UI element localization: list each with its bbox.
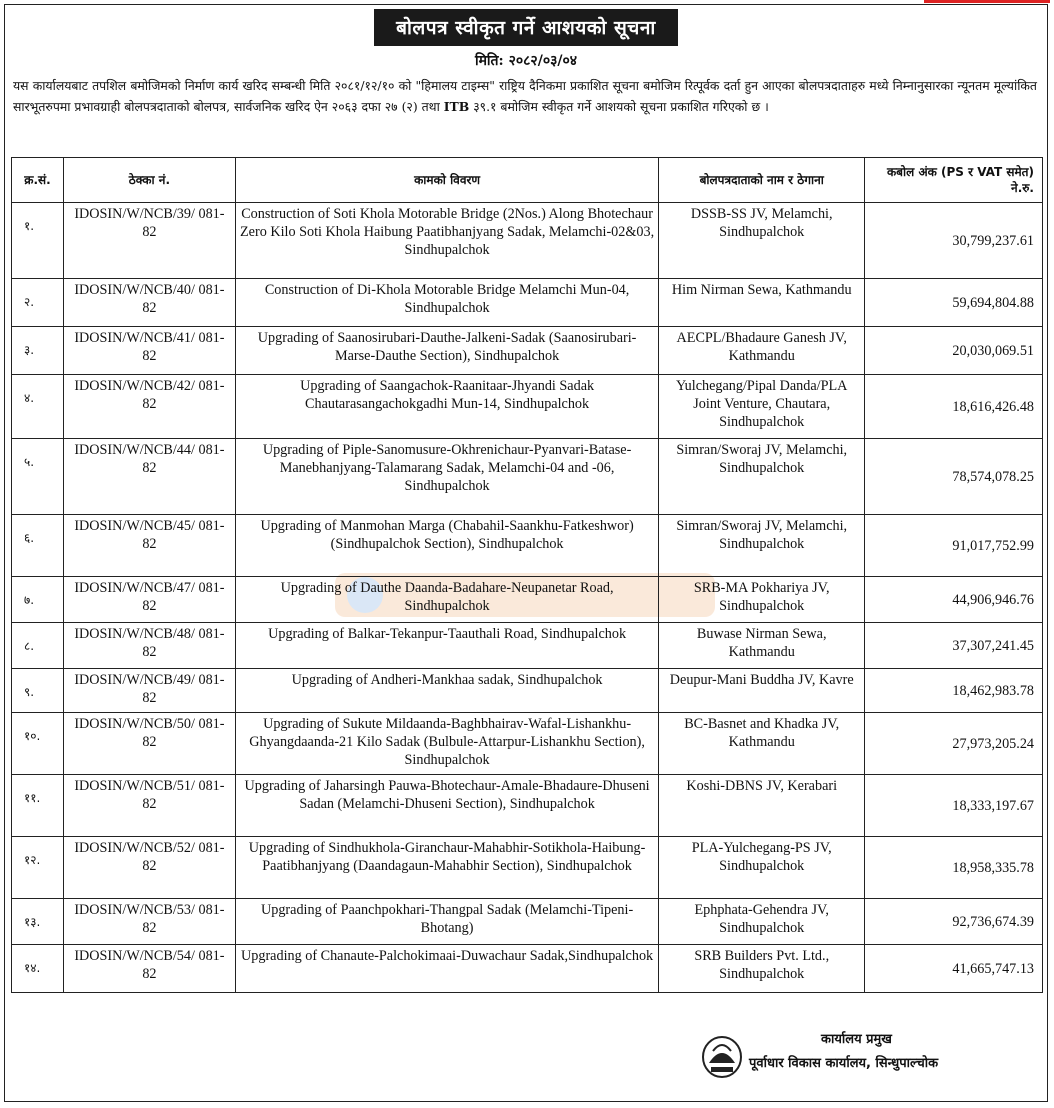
row-bid-amount: 91,017,752.99 [865,515,1043,577]
row-bidder-name: Him Nirman Sewa, Kathmandu [659,279,865,327]
table-row [12,327,1043,375]
row-bid-amount: 92,736,674.39 [865,899,1043,945]
row-bidder-name: Simran/Sworaj JV, Melamchi, Sindhupalchok [659,515,865,577]
row-contract-number: IDOSIN/W/NCB/44/ 081-82 [63,439,235,515]
table-row [12,623,1043,669]
row-bid-amount: 78,574,078.25 [865,439,1043,515]
nepal-government-emblem-icon [701,1033,743,1079]
table-row [12,669,1043,713]
corner-accent-bar [924,0,1050,3]
row-contract-number: IDOSIN/W/NCB/42/ 081-82 [63,375,235,439]
table-row [12,203,1043,279]
row-contract-number: IDOSIN/W/NCB/45/ 081-82 [63,515,235,577]
row-work-description: Upgrading of Jaharsingh Pauwa-Bhotechaur-Amale-Bhadaure-Dhuseni Sadan (Melamchi-Dhuseni Section), Sindhupalchok [235,775,658,837]
row-serial-number: ६. [12,515,64,577]
row-contract-number: IDOSIN/W/NCB/41/ 081-82 [63,327,235,375]
row-contract-number: IDOSIN/W/NCB/53/ 081-82 [63,899,235,945]
row-bid-amount: 44,906,946.76 [865,577,1043,623]
row-serial-number: १३. [12,899,64,945]
table-row [12,945,1043,993]
row-work-description: Construction of Soti Khola Motorable Bridge (2Nos.) Along Bhotechaur Zero Kilo Soti Khola Haibung Paatibhanjyang Sadak, Melamchi-02&03, Sindhupalchok [235,203,658,279]
row-serial-number: ९. [12,669,64,713]
row-work-description: Upgrading of Sindhukhola-Giranchaur-Mahabhir-Sotikhola-Haibung-Paatibhanjyang (Daandagaun-Mahabhir Section), Sindhupalchok [235,837,658,899]
notice-intro [13,75,1037,117]
row-work-description: Construction of Di-Khola Motorable Bridge Melamchi Mun-04, Sindhupalchok [235,279,658,327]
row-serial-number: ११. [12,775,64,837]
table-row [12,515,1043,577]
row-serial-number: १२. [12,837,64,899]
row-work-description: Upgrading of Chanaute-Palchokimaai-Duwachaur Sadak,Sindhupalchok [235,945,658,993]
row-contract-number: IDOSIN/W/NCB/50/ 081-82 [63,713,235,775]
award-table [11,157,1043,993]
row-bid-amount: 27,973,205.24 [865,713,1043,775]
row-work-description: Upgrading of Andheri-Mankhaa sadak, Sindhupalchok [235,669,658,713]
office-name: पूर्वाधार विकास कार्यालय, सिन्धुपाल्चोक [749,1056,939,1071]
row-bid-amount: 30,799,237.61 [865,203,1043,279]
row-serial-number: ५. [12,439,64,515]
row-work-description: Upgrading of Saanosirubari-Dauthe-Jalkeni-Sadak (Saanosirubari-Marse-Dauthe Section), Sindhupalchok [235,327,658,375]
row-work-description: Upgrading of Piple-Sanomusure-Okhrenichaur-Pyanvari-Batase-Manebhanjyang-Talamarang Sadak, Melamchi-04 and -06, Sindhupalchok [235,439,658,515]
row-serial-number: १४. [12,945,64,993]
row-bidder-name: Koshi-DBNS JV, Kerabari [659,775,865,837]
row-serial-number: १०. [12,713,64,775]
row-work-description: Upgrading of Paanchpokhari-Thangpal Sadak (Melamchi-Tipeni-Bhotang) [235,899,658,945]
row-serial-number: १. [12,203,64,279]
row-bidder-name: Yulchegang/Pipal Danda/PLA Joint Venture, Chautara, Sindhupalchok [659,375,865,439]
title-wrapper [5,9,1047,46]
table-row [12,713,1043,775]
row-bidder-name: SRB Builders Pvt. Ltd., Sindhupalchok [659,945,865,993]
row-contract-number: IDOSIN/W/NCB/49/ 081-82 [63,669,235,713]
row-contract-number: IDOSIN/W/NCB/40/ 081-82 [63,279,235,327]
row-bidder-name: BC-Basnet and Khadka JV, Kathmandu [659,713,865,775]
row-bid-amount: 18,333,197.67 [865,775,1043,837]
header-bidder: बोलपत्रदाताको नाम र ठेगाना [659,158,865,203]
table-body [12,203,1043,993]
row-bid-amount: 59,694,804.88 [865,279,1043,327]
row-bid-amount: 18,462,983.78 [865,669,1043,713]
row-work-description: Upgrading of Sukute Mildaanda-Baghbhairav-Wafal-Lishankhu-Ghyangdaanda-21 Kilo Sadak (Bulbule-Attarpur-Lishankhu Section), Sindhupalchok [235,713,658,775]
notice-date: मिति: २०८२/०३/०४ [474,53,578,69]
signatory-title: कार्यालय प्रमुख [821,1032,892,1047]
row-contract-number: IDOSIN/W/NCB/52/ 081-82 [63,837,235,899]
row-bidder-name: PLA-Yulchegang-PS JV, Sindhupalchok [659,837,865,899]
row-serial-number: ७. [12,577,64,623]
row-bid-amount: 37,307,241.45 [865,623,1043,669]
row-bidder-name: Deupur-Mani Buddha JV, Kavre [659,669,865,713]
row-contract-number: IDOSIN/W/NCB/39/ 081-82 [63,203,235,279]
row-bidder-name: SRB-MA Pokhariya JV, Sindhupalchok [659,577,865,623]
row-serial-number: ३. [12,327,64,375]
header-work-description: कामको विवरण [235,158,658,203]
row-work-description: Upgrading of Manmohan Marga (Chabahil-Saankhu-Fatkeshwor) (Sindhupalchok Section), Sindhupalchok [235,515,658,577]
table-row [12,577,1043,623]
table-row [12,279,1043,327]
row-serial-number: ८. [12,623,64,669]
notice-page [4,4,1048,1102]
signature-block [701,1027,1031,1087]
table-header-row [12,158,1043,203]
row-work-description: Upgrading of Dauthe Daanda-Badahare-Neupanetar Road, Sindhupalchok [235,577,658,623]
row-work-description: Upgrading of Saangachok-Raanitaar-Jhyandi Sadak Chautarasangachokgadhi Mun-14, Sindhupalchok [235,375,658,439]
row-bidder-name: Simran/Sworaj JV, Melamchi, Sindhupalchok [659,439,865,515]
row-contract-number: IDOSIN/W/NCB/54/ 081-82 [63,945,235,993]
notice-title: बोलपत्र स्वीकृत गर्ने आशयको सूचना [374,9,678,46]
row-bidder-name: AECPL/Bhadaure Ganesh JV, Kathmandu [659,327,865,375]
row-bid-amount: 18,958,335.78 [865,837,1043,899]
header-sn: क्र.सं. [12,158,64,203]
header-contract-no: ठेक्का नं. [63,158,235,203]
row-contract-number: IDOSIN/W/NCB/48/ 081-82 [63,623,235,669]
table-row [12,899,1043,945]
row-contract-number: IDOSIN/W/NCB/51/ 081-82 [63,775,235,837]
row-bid-amount: 20,030,069.51 [865,327,1043,375]
row-bid-amount: 18,616,426.48 [865,375,1043,439]
table-row [12,837,1043,899]
row-bidder-name: DSSB-SS JV, Melamchi, Sindhupalchok [659,203,865,279]
row-contract-number: IDOSIN/W/NCB/47/ 081-82 [63,577,235,623]
row-serial-number: ४. [12,375,64,439]
row-bid-amount: 41,665,747.13 [865,945,1043,993]
header-bid-amount: कबोल अंक (PS र VAT समेत) ने.रु. [865,158,1043,203]
row-serial-number: २. [12,279,64,327]
intro-text-part2: ३९.१ बमोजिम स्वीकृत गर्ने आशयको सूचना प्रकाशित गरिएको छ । [469,99,769,114]
row-bidder-name: Ephphata-Gehendra JV, Sindhupalchok [659,899,865,945]
row-work-description: Upgrading of Balkar-Tekanpur-Taauthali Road, Sindhupalchok [235,623,658,669]
row-bidder-name: Buwase Nirman Sewa, Kathmandu [659,623,865,669]
table-row [12,775,1043,837]
table-row [12,439,1043,515]
intro-text-bold: ITB [443,99,470,114]
table-row [12,375,1043,439]
intro-text-part1: यस कार्यालयबाट तपशिल बमोजिमको निर्माण कार्य खरिद सम्बन्धी मिति २०८१/१२/१० को "हिमालय टाइम्स" राष्ट्रिय दैनिकमा प्रकाशित सूचना बमोजिम रित्पूर्वक दर्ता हुन आएका बोलपत्रदाताहरु मध्ये निम्नानुसारका न्यूनतम मूल्यांकित सारभूतरुपमा प्रभावग्राही बोलपत्रदाताको बोलपत्र, सार्वजनिक खरिद ऐन २०६३ दफा २७ (२) तथा [13,78,1037,114]
